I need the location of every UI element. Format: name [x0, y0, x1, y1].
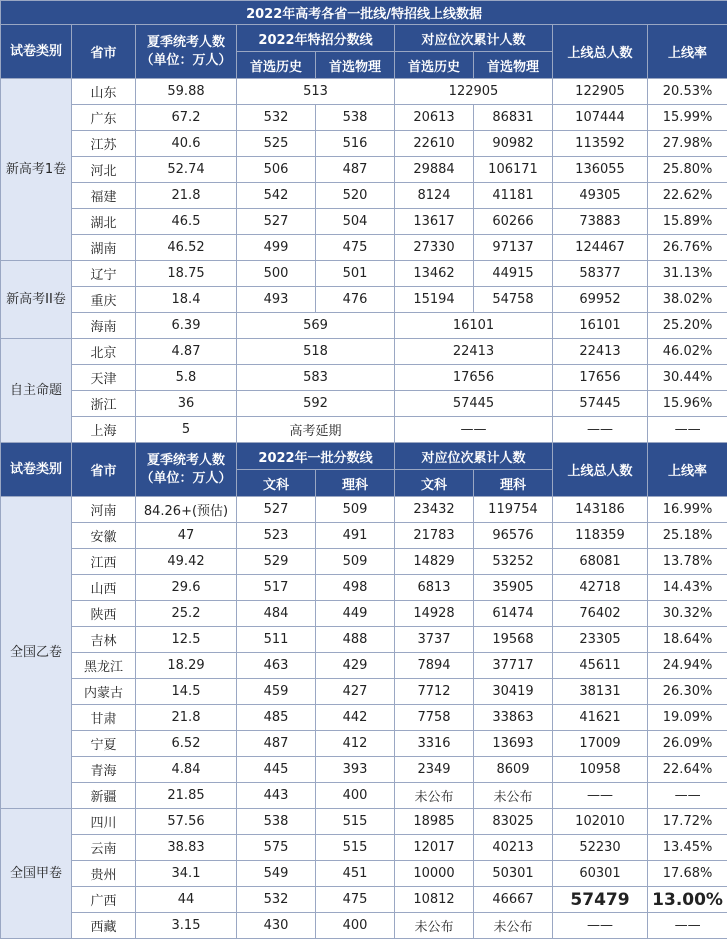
score-line-cell: 569	[237, 313, 395, 339]
header-paper-type: 试卷类别	[1, 25, 72, 79]
header-cumulative: 对应位次累计人数	[395, 25, 553, 52]
table-row	[1, 887, 727, 913]
table-row	[1, 757, 727, 783]
candidates-cell: 21.85	[136, 783, 237, 809]
score-line-cell: 485	[237, 705, 316, 731]
cumulative-cell: 23432	[395, 497, 474, 523]
rate-cell: 15.89%	[648, 209, 727, 235]
score-line-cell: 459	[237, 679, 316, 705]
province-cell: 吉林	[72, 627, 136, 653]
total-cell: 23305	[553, 627, 648, 653]
rate-cell: 30.32%	[648, 601, 727, 627]
rate-cell: 25.20%	[648, 313, 727, 339]
rate-cell: 19.09%	[648, 705, 727, 731]
cumulative-cell: 2349	[395, 757, 474, 783]
cumulative-cell: 83025	[474, 809, 553, 835]
cumulative-cell: 29884	[395, 157, 474, 183]
score-line-cell: 412	[316, 731, 395, 757]
rate-cell: 26.30%	[648, 679, 727, 705]
total-cell: 57445	[553, 391, 648, 417]
candidates-cell: 29.6	[136, 575, 237, 601]
cumulative-cell: 30419	[474, 679, 553, 705]
score-line-cell: 517	[237, 575, 316, 601]
table-row	[1, 157, 727, 183]
province-cell: 云南	[72, 835, 136, 861]
candidates-cell: 21.8	[136, 183, 237, 209]
cumulative-cell: 16101	[395, 313, 553, 339]
table-row	[1, 835, 727, 861]
score-line-cell: 523	[237, 523, 316, 549]
candidates-cell: 84.26+(预估)	[136, 497, 237, 523]
cumulative-cell: 13617	[395, 209, 474, 235]
cumulative-cell: 7712	[395, 679, 474, 705]
score-line-cell: 527	[237, 497, 316, 523]
cumulative-cell: 90982	[474, 131, 553, 157]
total-cell: 118359	[553, 523, 648, 549]
total-cell: 42718	[553, 575, 648, 601]
table-row	[1, 523, 727, 549]
province-cell: 陕西	[72, 601, 136, 627]
table-row	[1, 497, 727, 523]
cumulative-cell: 22610	[395, 131, 474, 157]
province-cell: 新疆	[72, 783, 136, 809]
cumulative-cell: 61474	[474, 601, 553, 627]
score-line-cell: 427	[316, 679, 395, 705]
province-cell: 甘肃	[72, 705, 136, 731]
rate-cell: 13.00%	[648, 887, 727, 913]
table-row	[1, 235, 727, 261]
table-row	[1, 183, 727, 209]
cumulative-cell: 27330	[395, 235, 474, 261]
score-line-cell: 487	[316, 157, 395, 183]
table-row	[1, 287, 727, 313]
header-total: 上线总人数	[553, 443, 648, 497]
table-row	[1, 601, 727, 627]
header-subcolumn: 首选物理	[316, 52, 395, 79]
section-label: 自主命题	[1, 339, 72, 443]
score-line-cell: 592	[237, 391, 395, 417]
table-row	[1, 131, 727, 157]
cumulative-cell: 7894	[395, 653, 474, 679]
table-title: 2022年高考各省一批线/特招线上线数据	[1, 1, 727, 25]
cumulative-cell: 54758	[474, 287, 553, 313]
section-label: 新高考II卷	[1, 261, 72, 339]
header-rate: 上线率	[648, 25, 727, 79]
total-cell: 57479	[553, 887, 648, 913]
header-candidates: 夏季统考人数（单位：万人）	[136, 25, 237, 79]
table-row	[1, 731, 727, 757]
table-row	[1, 417, 727, 443]
score-line-cell: 400	[316, 783, 395, 809]
header-row	[1, 443, 727, 470]
cumulative-cell: 33863	[474, 705, 553, 731]
total-cell: 17656	[553, 365, 648, 391]
rate-cell: 25.80%	[648, 157, 727, 183]
header-subcolumn: 理科	[474, 470, 553, 497]
table-row	[1, 261, 727, 287]
candidates-cell: 6.52	[136, 731, 237, 757]
total-cell: 102010	[553, 809, 648, 835]
table-row	[1, 339, 727, 365]
table-row	[1, 391, 727, 417]
cumulative-cell: 44915	[474, 261, 553, 287]
rate-cell: 24.94%	[648, 653, 727, 679]
cumulative-cell: 19568	[474, 627, 553, 653]
score-line-cell: 520	[316, 183, 395, 209]
candidates-cell: 49.42	[136, 549, 237, 575]
score-line-cell: 484	[237, 601, 316, 627]
header-province: 省市	[72, 443, 136, 497]
total-cell: 60301	[553, 861, 648, 887]
rate-cell: 15.99%	[648, 105, 727, 131]
candidates-cell: 59.88	[136, 79, 237, 105]
province-cell: 北京	[72, 339, 136, 365]
total-cell: 68081	[553, 549, 648, 575]
cumulative-cell: 22413	[395, 339, 553, 365]
cumulative-cell: 8124	[395, 183, 474, 209]
header-candidates: 夏季统考人数（单位：万人）	[136, 443, 237, 497]
table-row	[1, 549, 727, 575]
candidates-cell: 67.2	[136, 105, 237, 131]
total-cell: 17009	[553, 731, 648, 757]
section-label: 全国甲卷	[1, 809, 72, 939]
province-cell: 海南	[72, 313, 136, 339]
candidates-cell: 25.2	[136, 601, 237, 627]
rate-cell: 31.13%	[648, 261, 727, 287]
total-cell: 122905	[553, 79, 648, 105]
rate-cell: 13.78%	[648, 549, 727, 575]
score-line-cell: 429	[316, 653, 395, 679]
score-line-cell: 488	[316, 627, 395, 653]
table-row	[1, 653, 727, 679]
total-cell: ——	[553, 913, 648, 939]
score-line-cell: 525	[237, 131, 316, 157]
province-cell: 安徽	[72, 523, 136, 549]
total-cell: 10958	[553, 757, 648, 783]
rate-cell: ——	[648, 783, 727, 809]
cumulative-cell: 53252	[474, 549, 553, 575]
cumulative-cell: 46667	[474, 887, 553, 913]
score-line-cell: 449	[316, 601, 395, 627]
cumulative-cell: 13693	[474, 731, 553, 757]
table-row	[1, 313, 727, 339]
total-cell: 16101	[553, 313, 648, 339]
cumulative-cell: 41181	[474, 183, 553, 209]
cumulative-cell: 18985	[395, 809, 474, 835]
score-line-cell: 463	[237, 653, 316, 679]
score-line-cell: 501	[316, 261, 395, 287]
rate-cell: 26.76%	[648, 235, 727, 261]
candidates-cell: 47	[136, 523, 237, 549]
rate-cell: ——	[648, 913, 727, 939]
province-cell: 辽宁	[72, 261, 136, 287]
province-cell: 天津	[72, 365, 136, 391]
cumulative-cell: 10812	[395, 887, 474, 913]
cumulative-cell: ——	[395, 417, 553, 443]
header-rate: 上线率	[648, 443, 727, 497]
score-line-cell: 491	[316, 523, 395, 549]
score-line-cell: 499	[237, 235, 316, 261]
total-cell: 136055	[553, 157, 648, 183]
province-cell: 黑龙江	[72, 653, 136, 679]
total-cell: 107444	[553, 105, 648, 131]
table-row	[1, 809, 727, 835]
score-line-cell: 475	[316, 235, 395, 261]
header-paper-type: 试卷类别	[1, 443, 72, 497]
score-line-cell: 527	[237, 209, 316, 235]
table-row	[1, 913, 727, 939]
cumulative-cell: 未公布	[395, 913, 474, 939]
total-cell: 69952	[553, 287, 648, 313]
score-line-cell: 538	[316, 105, 395, 131]
candidates-cell: 4.84	[136, 757, 237, 783]
province-cell: 广西	[72, 887, 136, 913]
province-cell: 河南	[72, 497, 136, 523]
cumulative-cell: 37717	[474, 653, 553, 679]
rate-cell: 26.09%	[648, 731, 727, 757]
province-cell: 宁夏	[72, 731, 136, 757]
province-cell: 湖南	[72, 235, 136, 261]
header-cumulative: 对应位次累计人数	[395, 443, 553, 470]
candidates-cell: 40.6	[136, 131, 237, 157]
cumulative-cell: 21783	[395, 523, 474, 549]
rate-cell: 17.72%	[648, 809, 727, 835]
rate-cell: 38.02%	[648, 287, 727, 313]
total-cell: 52230	[553, 835, 648, 861]
table-row	[1, 861, 727, 887]
rate-cell: ——	[648, 417, 727, 443]
candidates-cell: 21.8	[136, 705, 237, 731]
cumulative-cell: 未公布	[474, 783, 553, 809]
header-subcolumn: 首选历史	[395, 52, 474, 79]
cumulative-cell: 57445	[395, 391, 553, 417]
candidates-cell: 57.56	[136, 809, 237, 835]
province-cell: 上海	[72, 417, 136, 443]
score-line-cell: 542	[237, 183, 316, 209]
province-cell: 贵州	[72, 861, 136, 887]
score-line-cell: 515	[316, 835, 395, 861]
score-line-cell: 476	[316, 287, 395, 313]
rate-cell: 27.98%	[648, 131, 727, 157]
rate-cell: 14.43%	[648, 575, 727, 601]
cumulative-cell: 12017	[395, 835, 474, 861]
cumulative-cell: 60266	[474, 209, 553, 235]
score-line-cell: 515	[316, 809, 395, 835]
cumulative-cell: 14829	[395, 549, 474, 575]
cumulative-cell: 3316	[395, 731, 474, 757]
section-label: 新高考1卷	[1, 79, 72, 261]
province-cell: 山西	[72, 575, 136, 601]
cumulative-cell: 7758	[395, 705, 474, 731]
rate-cell: 15.96%	[648, 391, 727, 417]
header-row	[1, 25, 727, 52]
score-line-cell: 442	[316, 705, 395, 731]
rate-cell: 16.99%	[648, 497, 727, 523]
total-cell: ——	[553, 783, 648, 809]
table-row	[1, 209, 727, 235]
cumulative-cell: 40213	[474, 835, 553, 861]
cumulative-cell: 8609	[474, 757, 553, 783]
province-cell: 浙江	[72, 391, 136, 417]
rate-cell: 13.45%	[648, 835, 727, 861]
rate-cell: 17.68%	[648, 861, 727, 887]
total-cell: 113592	[553, 131, 648, 157]
candidates-cell: 12.5	[136, 627, 237, 653]
province-cell: 四川	[72, 809, 136, 835]
candidates-cell: 36	[136, 391, 237, 417]
cumulative-cell: 6813	[395, 575, 474, 601]
score-line-cell: 高考延期	[237, 417, 395, 443]
total-cell: 124467	[553, 235, 648, 261]
candidates-cell: 6.39	[136, 313, 237, 339]
cumulative-cell: 50301	[474, 861, 553, 887]
table-row	[1, 575, 727, 601]
score-line-cell: 511	[237, 627, 316, 653]
header-subcolumn: 文科	[395, 470, 474, 497]
province-cell: 福建	[72, 183, 136, 209]
score-line-cell: 443	[237, 783, 316, 809]
header-subcolumn: 理科	[316, 470, 395, 497]
table-row	[1, 705, 727, 731]
header-subcolumn: 首选物理	[474, 52, 553, 79]
province-cell: 山东	[72, 79, 136, 105]
cumulative-cell: 119754	[474, 497, 553, 523]
cumulative-cell: 106171	[474, 157, 553, 183]
cumulative-cell: 未公布	[474, 913, 553, 939]
table-row	[1, 679, 727, 705]
candidates-cell: 38.83	[136, 835, 237, 861]
table-row	[1, 105, 727, 131]
rate-cell: 20.53%	[648, 79, 727, 105]
score-line-cell: 487	[237, 731, 316, 757]
score-line-cell: 451	[316, 861, 395, 887]
score-line-cell: 393	[316, 757, 395, 783]
score-line-cell: 506	[237, 157, 316, 183]
table-row	[1, 783, 727, 809]
rate-cell: 22.64%	[648, 757, 727, 783]
candidates-cell: 18.29	[136, 653, 237, 679]
province-cell: 广东	[72, 105, 136, 131]
title-row	[1, 1, 727, 25]
total-cell: 45611	[553, 653, 648, 679]
cumulative-cell: 97137	[474, 235, 553, 261]
candidates-cell: 44	[136, 887, 237, 913]
score-line-cell: 513	[237, 79, 395, 105]
candidates-cell: 5.8	[136, 365, 237, 391]
candidates-cell: 5	[136, 417, 237, 443]
header-score-line: 2022年特招分数线	[237, 25, 395, 52]
score-line-cell: 445	[237, 757, 316, 783]
total-cell: 22413	[553, 339, 648, 365]
table-row	[1, 365, 727, 391]
score-line-cell: 400	[316, 913, 395, 939]
cumulative-cell: 96576	[474, 523, 553, 549]
rate-cell: 30.44%	[648, 365, 727, 391]
score-line-cell: 583	[237, 365, 395, 391]
province-cell: 青海	[72, 757, 136, 783]
province-cell: 内蒙古	[72, 679, 136, 705]
province-cell: 江苏	[72, 131, 136, 157]
score-line-cell: 518	[237, 339, 395, 365]
header-total: 上线总人数	[553, 25, 648, 79]
candidates-cell: 18.4	[136, 287, 237, 313]
total-cell: 49305	[553, 183, 648, 209]
cumulative-cell: 86831	[474, 105, 553, 131]
cumulative-cell: 10000	[395, 861, 474, 887]
cumulative-cell: 17656	[395, 365, 553, 391]
total-cell: 76402	[553, 601, 648, 627]
score-line-cell: 529	[237, 549, 316, 575]
score-line-cell: 575	[237, 835, 316, 861]
score-line-cell: 538	[237, 809, 316, 835]
province-cell: 西藏	[72, 913, 136, 939]
rate-cell: 18.64%	[648, 627, 727, 653]
section-label: 全国乙卷	[1, 497, 72, 809]
score-line-cell: 532	[237, 105, 316, 131]
candidates-cell: 34.1	[136, 861, 237, 887]
total-cell: 41621	[553, 705, 648, 731]
total-cell: 73883	[553, 209, 648, 235]
candidates-cell: 52.74	[136, 157, 237, 183]
score-line-cell: 549	[237, 861, 316, 887]
score-line-cell: 532	[237, 887, 316, 913]
rate-cell: 22.62%	[648, 183, 727, 209]
cumulative-cell: 13462	[395, 261, 474, 287]
score-line-cell: 475	[316, 887, 395, 913]
cumulative-cell: 15194	[395, 287, 474, 313]
score-line-cell: 493	[237, 287, 316, 313]
cumulative-cell: 35905	[474, 575, 553, 601]
table-row	[1, 627, 727, 653]
score-line-cell: 509	[316, 549, 395, 575]
score-line-cell: 500	[237, 261, 316, 287]
candidates-cell: 46.52	[136, 235, 237, 261]
candidates-cell: 4.87	[136, 339, 237, 365]
header-province: 省市	[72, 25, 136, 79]
score-line-cell: 430	[237, 913, 316, 939]
score-line-cell: 498	[316, 575, 395, 601]
total-cell: 38131	[553, 679, 648, 705]
candidates-cell: 46.5	[136, 209, 237, 235]
cumulative-cell: 20613	[395, 105, 474, 131]
candidates-cell: 18.75	[136, 261, 237, 287]
province-cell: 江西	[72, 549, 136, 575]
header-subcolumn: 文科	[237, 470, 316, 497]
cumulative-cell: 3737	[395, 627, 474, 653]
cumulative-cell: 未公布	[395, 783, 474, 809]
score-line-cell: 516	[316, 131, 395, 157]
cumulative-cell: 14928	[395, 601, 474, 627]
candidates-cell: 3.15	[136, 913, 237, 939]
rate-cell: 46.02%	[648, 339, 727, 365]
total-cell: 58377	[553, 261, 648, 287]
table-row	[1, 79, 727, 105]
cumulative-cell: 122905	[395, 79, 553, 105]
total-cell: ——	[553, 417, 648, 443]
province-cell: 湖北	[72, 209, 136, 235]
score-line-cell: 509	[316, 497, 395, 523]
score-line-cell: 504	[316, 209, 395, 235]
header-subcolumn: 首选历史	[237, 52, 316, 79]
header-score-line: 2022年一批分数线	[237, 443, 395, 470]
province-cell: 河北	[72, 157, 136, 183]
candidates-cell: 14.5	[136, 679, 237, 705]
province-cell: 重庆	[72, 287, 136, 313]
total-cell: 143186	[553, 497, 648, 523]
rate-cell: 25.18%	[648, 523, 727, 549]
